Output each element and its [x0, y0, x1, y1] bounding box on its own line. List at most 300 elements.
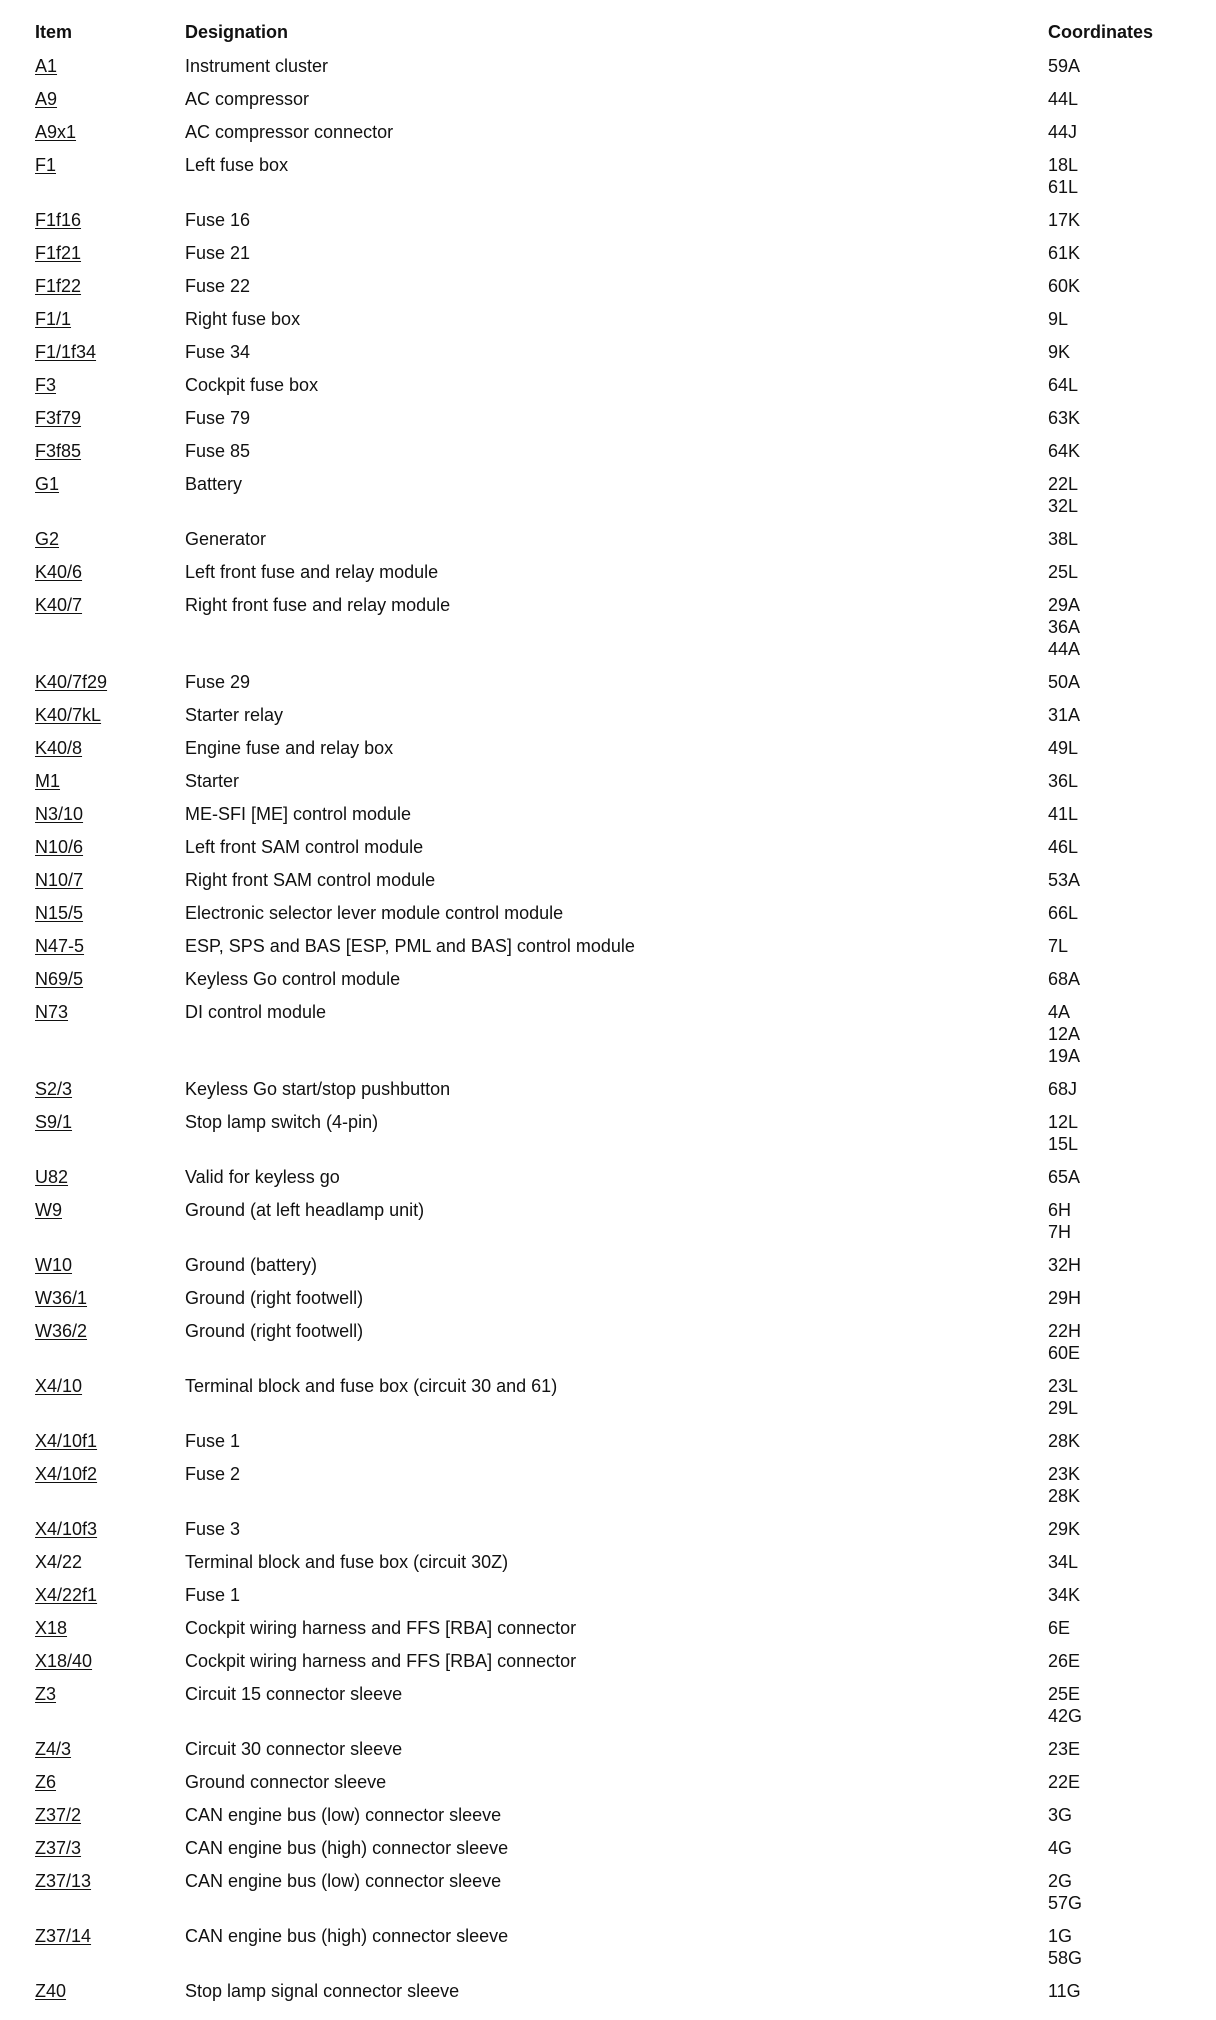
table-row — [35, 117, 1195, 150]
coordinates-cell — [1048, 1613, 1195, 1646]
coordinate-value: 38L — [1048, 529, 1079, 549]
item-cell — [35, 1162, 185, 1195]
coordinates-cell — [1048, 1800, 1195, 1833]
item-link[interactable]: Z3 — [35, 1684, 57, 1704]
coordinates-cell — [1048, 997, 1195, 1074]
designation-cell: CAN engine bus (low) connector sleeve — [185, 1805, 502, 1825]
coordinate-value: 50A — [1048, 672, 1081, 692]
item-link[interactable]: Z37/2 — [35, 1805, 82, 1825]
designation-cell: Fuse 16 — [185, 210, 251, 230]
table-row — [35, 370, 1195, 403]
table-row — [35, 271, 1195, 304]
item-cell — [35, 700, 185, 733]
item-link[interactable]: Z6 — [35, 1772, 57, 1792]
coordinates-cell — [1048, 84, 1195, 117]
table-row — [35, 403, 1195, 436]
coordinate-value: 22E — [1048, 1772, 1081, 1792]
designation-cell: Circuit 15 connector sleeve — [185, 1684, 403, 1704]
table-row — [35, 898, 1195, 931]
item-link[interactable]: M1 — [35, 771, 61, 791]
table-row — [35, 733, 1195, 766]
item-link[interactable]: K40/6 — [35, 562, 83, 582]
item-cell — [35, 1800, 185, 1833]
table-row — [35, 1767, 1195, 1800]
item-link[interactable]: Z40 — [35, 1981, 67, 2001]
item-link[interactable]: F3f79 — [35, 408, 82, 428]
item-cell — [35, 964, 185, 997]
designation-cell: Fuse 29 — [185, 672, 251, 692]
item-link[interactable]: W36/2 — [35, 1321, 88, 1341]
table-row — [35, 1679, 1195, 1734]
coordinates-cell — [1048, 304, 1195, 337]
designation-cell: CAN engine bus (high) connector sleeve — [185, 1838, 509, 1858]
item-link[interactable]: W36/1 — [35, 1288, 88, 1308]
table-row — [35, 1800, 1195, 1833]
item-cell — [35, 557, 185, 590]
coordinate-value: 1G — [1048, 1926, 1073, 1946]
coordinate-value: 22H — [1048, 1321, 1082, 1341]
table-row — [35, 1833, 1195, 1866]
coordinate-value: 53A — [1048, 870, 1081, 890]
item-link[interactable]: S9/1 — [35, 1112, 73, 1132]
coordinate-value: 17K — [1048, 210, 1081, 230]
table-row — [35, 337, 1195, 370]
coordinates-cell — [1048, 238, 1195, 271]
coordinates-cell — [1048, 931, 1195, 964]
item-link[interactable]: Z37/14 — [35, 1926, 92, 1946]
coordinates-cell — [1048, 469, 1195, 524]
item-cell — [35, 1371, 185, 1426]
item-cell — [35, 51, 185, 84]
coordinates-cell — [1048, 865, 1195, 898]
item-cell — [35, 931, 185, 964]
table-row — [35, 1976, 1195, 2009]
coordinate-value: 12L — [1048, 1112, 1079, 1132]
coordinate-value: 19A — [1048, 1046, 1081, 1066]
coordinate-value: 29A — [1048, 595, 1081, 615]
designation-cell: Fuse 34 — [185, 342, 251, 362]
designation-cell: AC compressor — [185, 89, 310, 109]
coordinates-cell — [1048, 766, 1195, 799]
coordinate-value: 2G — [1048, 1871, 1073, 1891]
designation-cell: ME-SFI [ME] control module — [185, 804, 412, 824]
coordinate-value: 57G — [1048, 1893, 1083, 1913]
item-cell — [35, 898, 185, 931]
coordinate-value: 61K — [1048, 243, 1081, 263]
item-link[interactable]: K40/7 — [35, 595, 83, 615]
coordinates-cell — [1048, 51, 1195, 84]
legend-rows — [35, 51, 1195, 2009]
coordinates-cell — [1048, 557, 1195, 590]
item-link[interactable]: K40/7f29 — [35, 672, 108, 692]
table-row — [35, 832, 1195, 865]
coordinate-value: 64K — [1048, 441, 1081, 461]
designation-cell: Fuse 3 — [185, 1519, 241, 1539]
coordinates-cell — [1048, 898, 1195, 931]
designation-cell: Right front fuse and relay module — [185, 595, 451, 615]
designation-cell: Fuse 21 — [185, 243, 251, 263]
item-cell — [35, 238, 185, 271]
designation-cell: Fuse 79 — [185, 408, 251, 428]
item-link[interactable]: F3 — [35, 375, 57, 395]
coordinate-value: 28K — [1048, 1431, 1081, 1451]
item-cell — [35, 1976, 185, 2009]
coordinate-value: 46L — [1048, 837, 1079, 857]
designation-cell: Cockpit wiring harness and FFS [RBA] connector — [185, 1651, 577, 1671]
coordinates-cell — [1048, 964, 1195, 997]
item-cell — [35, 84, 185, 117]
table-row — [35, 1371, 1195, 1426]
item-cell — [35, 1283, 185, 1316]
coordinate-value: 15L — [1048, 1134, 1079, 1154]
coordinate-value: 4G — [1048, 1838, 1073, 1858]
item-cell — [35, 733, 185, 766]
coordinate-value: 25L — [1048, 562, 1079, 582]
table-row — [35, 1866, 1195, 1921]
item-link[interactable]: F3f85 — [35, 441, 82, 461]
coordinates-cell — [1048, 370, 1195, 403]
item-column-header: Item — [35, 22, 73, 42]
table-row — [35, 931, 1195, 964]
coordinate-value: 29K — [1048, 1519, 1081, 1539]
item-link[interactable]: X4/10 — [35, 1376, 83, 1396]
table-row — [35, 205, 1195, 238]
item-link[interactable]: W10 — [35, 1255, 73, 1275]
item-cell — [35, 1514, 185, 1547]
designation-cell: DI control module — [185, 1002, 327, 1022]
coordinate-value: 4A — [1048, 1002, 1071, 1022]
designation-cell: Generator — [185, 529, 267, 549]
table-row — [35, 590, 1195, 667]
item-cell — [35, 1107, 185, 1162]
coordinates-cell — [1048, 1767, 1195, 1800]
coordinates-cell — [1048, 1459, 1195, 1514]
coordinate-value: 61L — [1048, 177, 1079, 197]
item-label: X4/22 — [35, 1552, 83, 1572]
item-link[interactable]: F1f22 — [35, 276, 82, 296]
item-cell — [35, 1734, 185, 1767]
table-row — [35, 1316, 1195, 1371]
table-row — [35, 667, 1195, 700]
designation-cell: Cockpit wiring harness and FFS [RBA] connector — [185, 1618, 577, 1638]
coordinates-column-header: Coordinates — [1048, 22, 1154, 42]
coordinates-cell — [1048, 150, 1195, 205]
item-cell — [35, 1921, 185, 1976]
item-link[interactable]: F1/1f34 — [35, 342, 97, 362]
item-link[interactable]: Z37/13 — [35, 1871, 92, 1891]
item-cell — [35, 117, 185, 150]
coordinate-value: 49L — [1048, 738, 1079, 758]
designation-cell: Left fuse box — [185, 155, 289, 175]
item-cell — [35, 469, 185, 524]
designation-cell: Stop lamp switch (4-pin) — [185, 1112, 379, 1132]
item-cell — [35, 997, 185, 1074]
designation-cell: Fuse 85 — [185, 441, 251, 461]
item-link[interactable]: S2/3 — [35, 1079, 73, 1099]
coordinate-value: 64L — [1048, 375, 1079, 395]
item-cell — [35, 832, 185, 865]
item-cell — [35, 370, 185, 403]
item-link[interactable]: N10/6 — [35, 837, 84, 857]
coordinate-value: 25E — [1048, 1684, 1081, 1704]
coordinate-value: 68A — [1048, 969, 1081, 989]
item-cell — [35, 1679, 185, 1734]
coordinate-value: 7H — [1048, 1222, 1072, 1242]
coordinates-cell — [1048, 1195, 1195, 1250]
coordinate-value: 65A — [1048, 1167, 1081, 1187]
coordinates-cell — [1048, 667, 1195, 700]
coordinates-cell — [1048, 1371, 1195, 1426]
item-link[interactable]: N15/5 — [35, 903, 84, 923]
coordinate-value: 44L — [1048, 89, 1079, 109]
item-link[interactable]: F1/1 — [35, 309, 72, 329]
item-link[interactable]: F1f16 — [35, 210, 82, 230]
table-row — [35, 964, 1195, 997]
item-link[interactable]: N69/5 — [35, 969, 84, 989]
coordinates-cell — [1048, 700, 1195, 733]
coordinate-value: 26E — [1048, 1651, 1081, 1671]
coordinates-cell — [1048, 1734, 1195, 1767]
item-cell — [35, 865, 185, 898]
designation-cell: Circuit 30 connector sleeve — [185, 1739, 403, 1759]
item-link[interactable]: X4/22f1 — [35, 1585, 98, 1605]
item-cell — [35, 1646, 185, 1679]
item-cell — [35, 1580, 185, 1613]
coordinates-cell — [1048, 1866, 1195, 1921]
item-link[interactable]: K40/8 — [35, 738, 83, 758]
item-cell — [35, 1459, 185, 1514]
coordinates-cell — [1048, 436, 1195, 469]
table-row — [35, 304, 1195, 337]
table-row — [35, 1547, 1195, 1580]
designation-column-header: Designation — [185, 22, 289, 42]
coordinates-cell — [1048, 1316, 1195, 1371]
table-row — [35, 1921, 1195, 1976]
coordinates-cell — [1048, 1547, 1195, 1580]
table-row — [35, 557, 1195, 590]
table-row — [35, 84, 1195, 117]
coordinate-value: 44J — [1048, 122, 1078, 142]
table-row — [35, 1514, 1195, 1547]
coordinates-cell — [1048, 799, 1195, 832]
designation-cell: Right fuse box — [185, 309, 301, 329]
table-row — [35, 1195, 1195, 1250]
item-link[interactable]: F1 — [35, 155, 57, 175]
table-row — [35, 469, 1195, 524]
item-link[interactable]: X4/10f2 — [35, 1464, 98, 1484]
coordinate-value: 59A — [1048, 56, 1081, 76]
item-cell — [35, 1547, 185, 1580]
coordinate-value: 18L — [1048, 155, 1079, 175]
coordinate-value: 6H — [1048, 1200, 1072, 1220]
designation-cell: Electronic selector lever module control module — [185, 903, 564, 923]
item-cell — [35, 799, 185, 832]
table-row — [35, 1613, 1195, 1646]
item-link[interactable]: X4/10f1 — [35, 1431, 98, 1451]
coordinate-value: 32H — [1048, 1255, 1082, 1275]
coordinate-value: 34L — [1048, 1552, 1079, 1572]
coordinates-cell — [1048, 832, 1195, 865]
designation-cell: Fuse 2 — [185, 1464, 241, 1484]
item-cell — [35, 1316, 185, 1371]
table-row — [35, 150, 1195, 205]
designation-cell: Keyless Go control module — [185, 969, 401, 989]
item-link[interactable]: N10/7 — [35, 870, 84, 890]
table-row — [35, 1250, 1195, 1283]
table-row — [35, 865, 1195, 898]
coordinate-value: 60K — [1048, 276, 1081, 296]
table-row — [35, 1074, 1195, 1107]
table-row — [35, 1426, 1195, 1459]
coordinate-value: 58G — [1048, 1948, 1083, 1968]
coordinates-cell — [1048, 1250, 1195, 1283]
table-row — [35, 436, 1195, 469]
table-row — [35, 1734, 1195, 1767]
coordinate-value: 23L — [1048, 1376, 1079, 1396]
designation-cell: Ground (right footwell) — [185, 1288, 364, 1308]
designation-cell: Starter — [185, 771, 240, 791]
item-link[interactable]: U82 — [35, 1167, 69, 1187]
coordinates-cell — [1048, 1514, 1195, 1547]
coordinates-cell — [1048, 1162, 1195, 1195]
coordinate-value: 60E — [1048, 1343, 1081, 1363]
item-link[interactable]: G1 — [35, 474, 60, 494]
designation-cell: Fuse 22 — [185, 276, 251, 296]
coordinates-cell — [1048, 1833, 1195, 1866]
item-link[interactable]: A1 — [35, 56, 58, 76]
item-link[interactable]: X18/40 — [35, 1651, 93, 1671]
item-link[interactable]: W9 — [35, 1200, 62, 1220]
coordinate-value: 36A — [1048, 617, 1081, 637]
item-cell — [35, 205, 185, 238]
item-cell — [35, 1613, 185, 1646]
designation-cell: Fuse 1 — [185, 1431, 241, 1451]
item-link[interactable]: Z4/3 — [35, 1739, 72, 1759]
item-link[interactable]: N47-5 — [35, 936, 85, 956]
coordinates-cell — [1048, 271, 1195, 304]
table-row — [35, 1283, 1195, 1316]
item-cell — [35, 403, 185, 436]
coordinate-value: 29H — [1048, 1288, 1082, 1308]
item-link[interactable]: N73 — [35, 1002, 69, 1022]
designation-cell: Terminal block and fuse box (circuit 30Z) — [185, 1552, 509, 1572]
coordinate-value: 23K — [1048, 1464, 1081, 1484]
coordinates-cell — [1048, 524, 1195, 557]
designation-cell: Starter relay — [185, 705, 284, 725]
item-cell — [35, 1074, 185, 1107]
designation-cell: CAN engine bus (low) connector sleeve — [185, 1871, 502, 1891]
coordinates-cell — [1048, 403, 1195, 436]
coordinate-value: 44A — [1048, 639, 1081, 659]
item-cell — [35, 304, 185, 337]
coordinates-cell — [1048, 205, 1195, 238]
item-cell — [35, 337, 185, 370]
coordinate-value: 3G — [1048, 1805, 1073, 1825]
item-link[interactable]: A9x1 — [35, 122, 77, 142]
coordinates-cell — [1048, 1679, 1195, 1734]
designation-cell: Valid for keyless go — [185, 1167, 340, 1187]
table-row — [35, 700, 1195, 733]
coordinate-value: 28K — [1048, 1486, 1081, 1506]
coordinate-value: 22L — [1048, 474, 1079, 494]
designation-cell: Keyless Go start/stop pushbutton — [185, 1079, 451, 1099]
designation-cell: Left front SAM control module — [185, 837, 424, 857]
item-link[interactable]: X18 — [35, 1618, 68, 1638]
table-row — [35, 997, 1195, 1074]
designation-cell: CAN engine bus (high) connector sleeve — [185, 1926, 509, 1946]
designation-cell: Engine fuse and relay box — [185, 738, 394, 758]
designation-cell: Battery — [185, 474, 243, 494]
table-row — [35, 1459, 1195, 1514]
item-cell — [35, 436, 185, 469]
coordinates-cell — [1048, 1426, 1195, 1459]
header-row — [35, 18, 1195, 51]
coordinates-cell — [1048, 117, 1195, 150]
item-cell — [35, 590, 185, 667]
designation-cell: Ground connector sleeve — [185, 1772, 387, 1792]
item-cell — [35, 1767, 185, 1800]
item-cell — [35, 524, 185, 557]
coordinate-value: 31A — [1048, 705, 1081, 725]
coordinate-value: 29L — [1048, 1398, 1079, 1418]
table-row — [35, 1107, 1195, 1162]
designation-cell: Cockpit fuse box — [185, 375, 319, 395]
coordinate-value: 66L — [1048, 903, 1079, 923]
coordinates-cell — [1048, 1107, 1195, 1162]
item-link[interactable]: A9 — [35, 89, 58, 109]
item-link[interactable]: X4/10f3 — [35, 1519, 98, 1539]
coordinate-value: 6E — [1048, 1618, 1071, 1638]
designation-cell: Ground (at left headlamp unit) — [185, 1200, 425, 1220]
item-cell — [35, 1195, 185, 1250]
item-cell — [35, 1250, 185, 1283]
item-cell — [35, 271, 185, 304]
item-cell — [35, 1426, 185, 1459]
designation-cell: Ground (right footwell) — [185, 1321, 364, 1341]
table-row — [35, 799, 1195, 832]
item-cell — [35, 766, 185, 799]
coordinate-value: 23E — [1048, 1739, 1081, 1759]
item-link[interactable]: G2 — [35, 529, 60, 549]
table-row — [35, 1580, 1195, 1613]
table-row — [35, 238, 1195, 271]
coordinates-cell — [1048, 590, 1195, 667]
designation-cell: Stop lamp signal connector sleeve — [185, 1981, 460, 2001]
coordinate-value: 63K — [1048, 408, 1081, 428]
coordinates-cell — [1048, 337, 1195, 370]
coordinate-value: 42G — [1048, 1706, 1083, 1726]
coordinate-value: 41L — [1048, 804, 1079, 824]
item-link[interactable]: F1f21 — [35, 243, 82, 263]
component-legend-table — [35, 18, 1195, 2009]
table-row — [35, 524, 1195, 557]
coordinates-cell — [1048, 1976, 1195, 2009]
item-link[interactable]: K40/7kL — [35, 705, 102, 725]
item-link[interactable]: N3/10 — [35, 804, 84, 824]
item-link[interactable]: Z37/3 — [35, 1838, 82, 1858]
designation-cell: Terminal block and fuse box (circuit 30 and 61) — [185, 1376, 558, 1396]
designation-cell: Left front fuse and relay module — [185, 562, 439, 582]
designation-cell: Fuse 1 — [185, 1585, 241, 1605]
coordinate-value: 68J — [1048, 1079, 1078, 1099]
table-row — [35, 766, 1195, 799]
designation-cell: Right front SAM control module — [185, 870, 436, 890]
coordinate-value: 11G — [1048, 1981, 1081, 2001]
table-row — [35, 1162, 1195, 1195]
item-cell — [35, 1866, 185, 1921]
table-row — [35, 51, 1195, 84]
coordinates-cell — [1048, 1646, 1195, 1679]
